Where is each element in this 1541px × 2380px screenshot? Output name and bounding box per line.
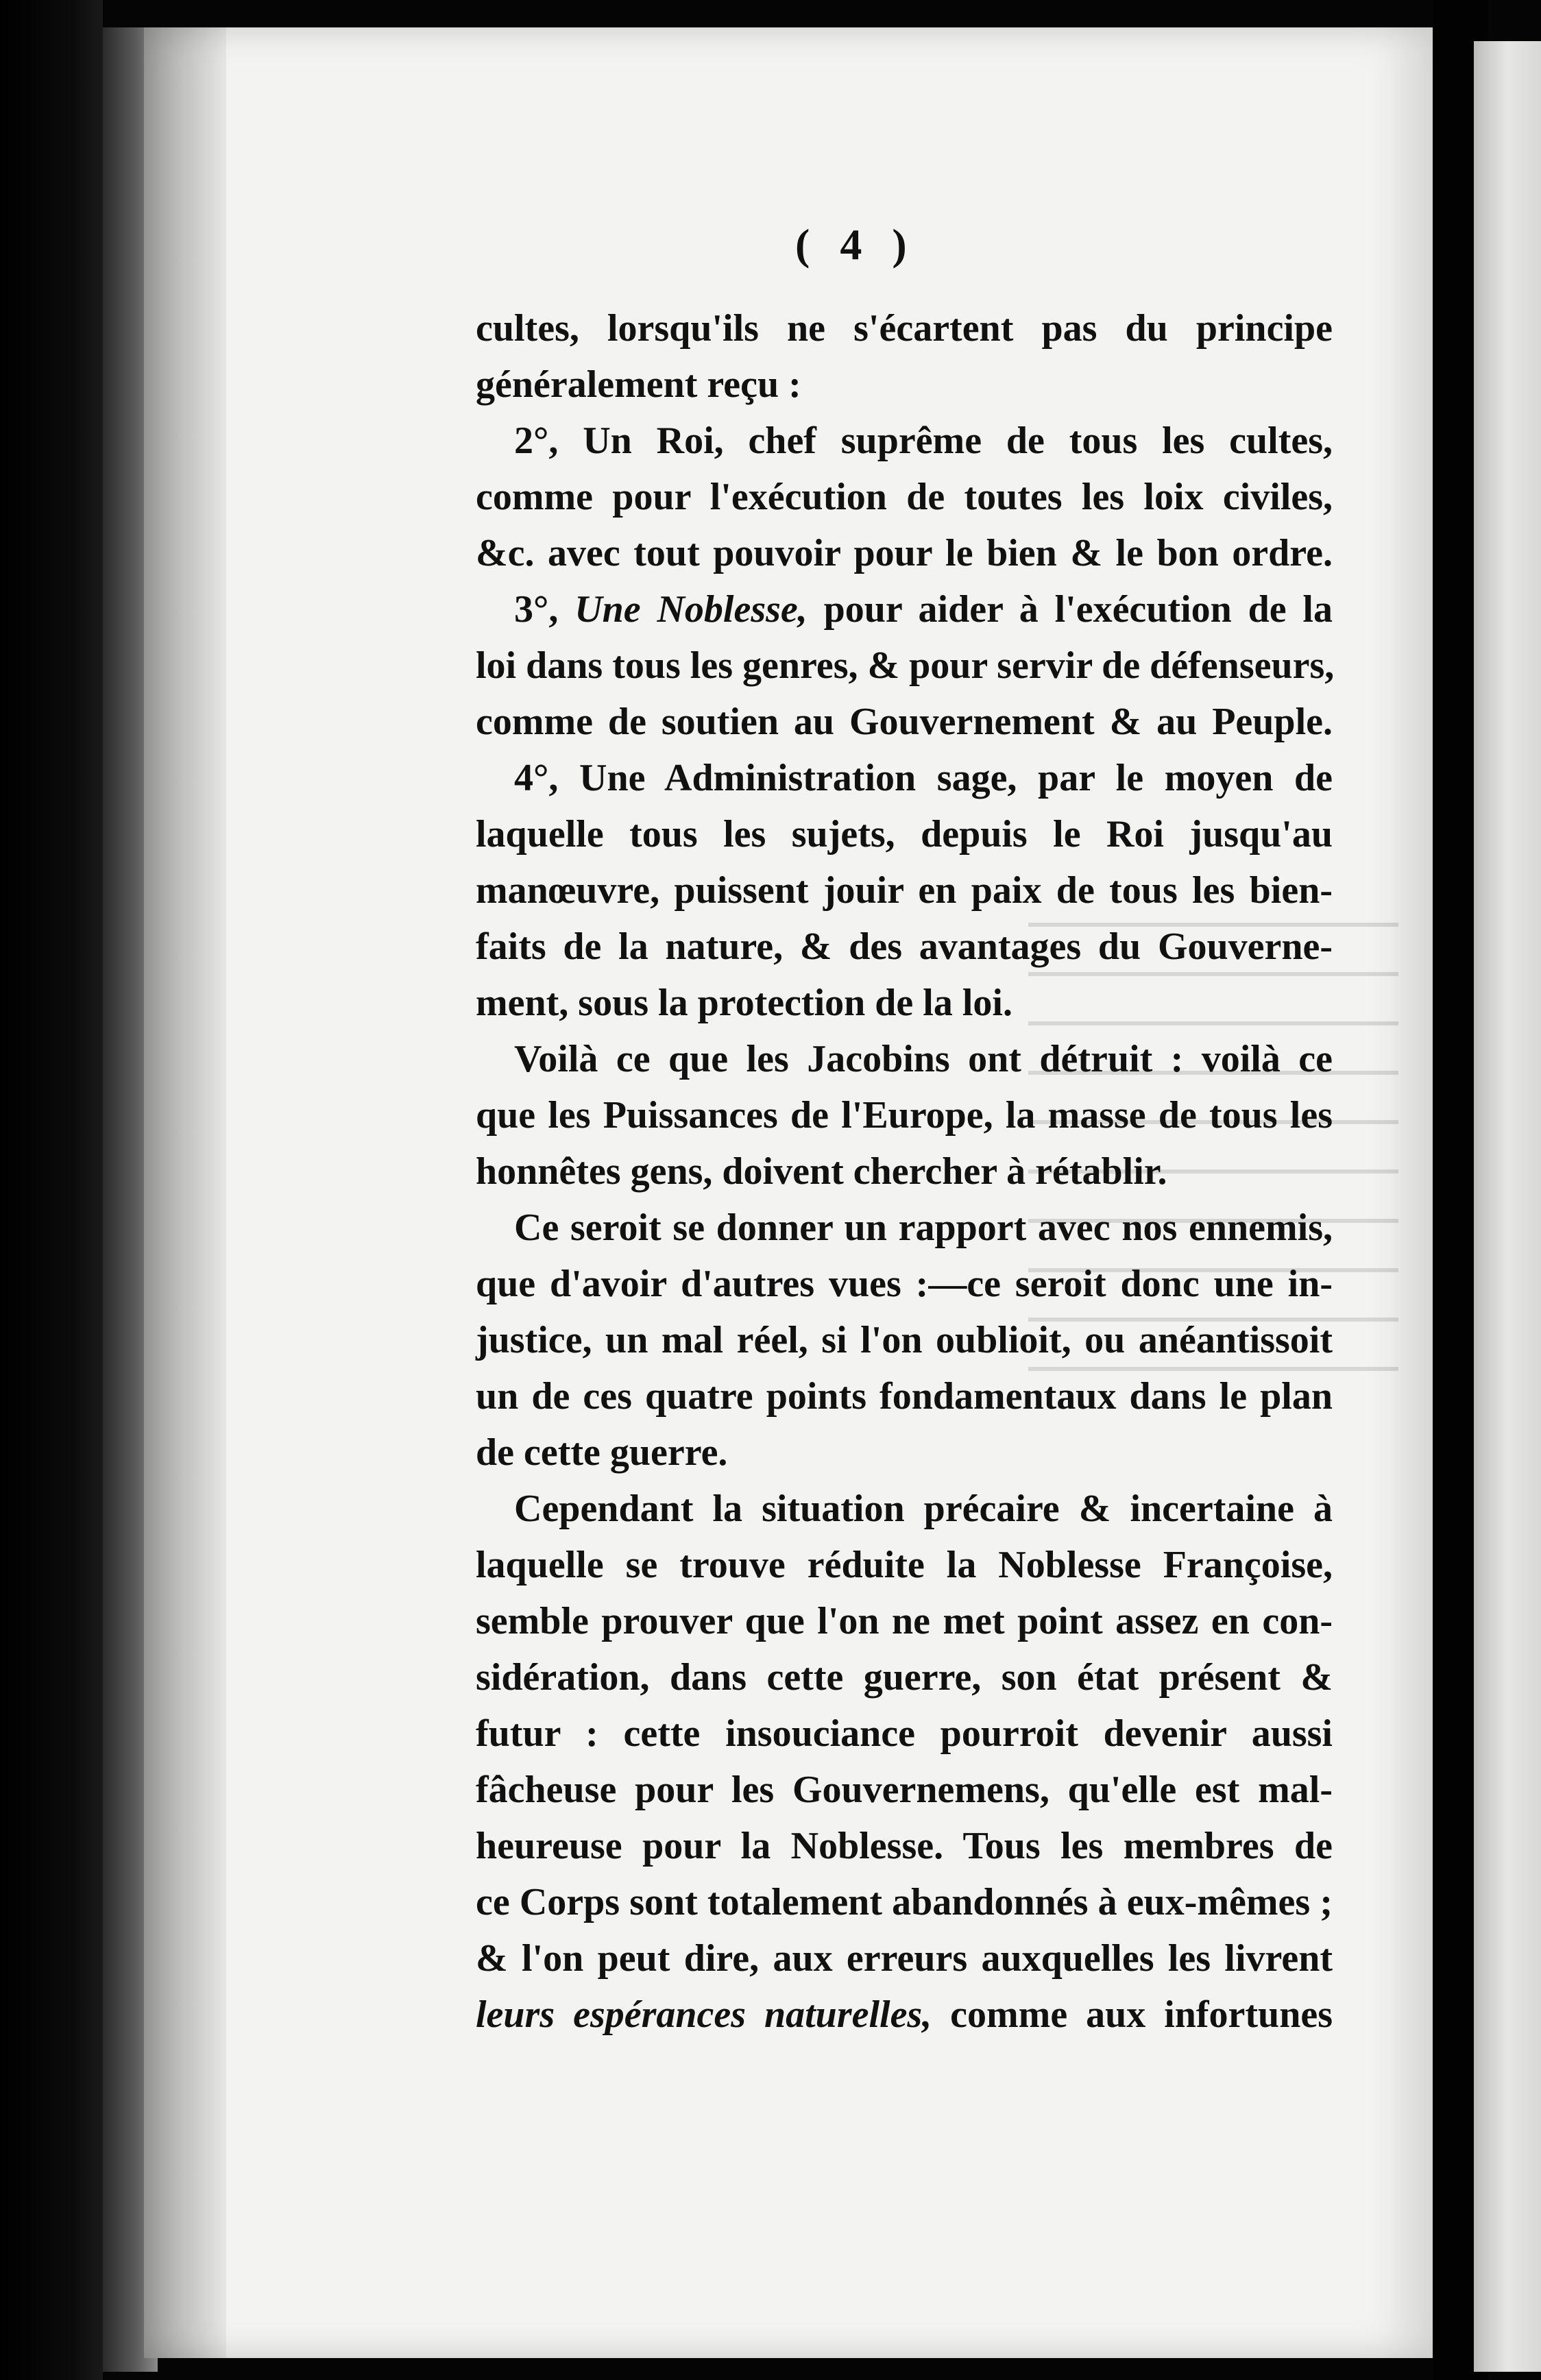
italic-phrase: Une Noblesse,	[574, 588, 808, 631]
text-line: futur : cette insouciance pourroit devenir aussi	[476, 1712, 1333, 1755]
text-line: cultes, lorsqu'ils ne s'écartent pas du principe	[476, 307, 1333, 350]
page-gutter-shadow	[144, 27, 226, 2358]
text-line: Ce seroit se donner un rapport avec nos ennemis,	[514, 1206, 1333, 1249]
text-line: ment, sous la protection de la loi.	[476, 982, 1012, 1024]
text-fragment: pour aider à l'exécution de la	[807, 588, 1333, 631]
text-line: 2°, Un Roi, chef suprême de tous les cultes,	[514, 420, 1333, 462]
text-line: &c. avec tout pouvoir pour le bien & le bon ordre.	[476, 532, 1333, 574]
text-line: fâcheuse pour les Gouvernemens, qu'elle est mal-	[476, 1769, 1333, 1811]
text-line: semble prouver que l'on ne met point assez en con-	[476, 1600, 1333, 1642]
text-line: justice, un mal réel, si l'on oublioit, ou anéantissoit	[476, 1319, 1333, 1361]
page-body-text	[476, 300, 1333, 2043]
text-line: sidération, dans cette guerre, son état présent &	[476, 1656, 1333, 1699]
text-line: & l'on peut dire, aux erreurs auxquelles les livrent	[476, 1937, 1333, 1980]
text-line-italic-mix	[476, 581, 1333, 638]
text-line: faits de la nature, & des avantages du Gouverne-	[476, 925, 1333, 968]
text-line: Voilà ce que les Jacobins ont détruit : voilà ce	[514, 1038, 1333, 1080]
book-edge-left	[0, 0, 103, 2380]
text-line: Cependant la situation précaire & incertaine à	[514, 1487, 1333, 1530]
text-fragment: 3°,	[514, 588, 575, 631]
text-line: honnêtes gens, doivent chercher à rétablir.	[476, 1150, 1167, 1193]
italic-phrase: leurs espérances naturelles,	[476, 1993, 932, 2036]
text-line-italic-mix	[476, 1987, 1333, 2043]
text-line: comme pour l'exécution de toutes les loix civiles,	[476, 476, 1333, 518]
text-line: manœuvre, puissent jouir en paix de tous les bien-	[476, 869, 1333, 912]
text-line: laquelle se trouve réduite la Noblesse Françoise,	[476, 1544, 1333, 1586]
text-line: que d'avoir d'autres vues :—ce seroit donc une in-	[476, 1263, 1333, 1305]
text-fragment: comme aux infortunes	[932, 1993, 1333, 2036]
text-line: ce Corps sont totalement abandonnés à eux-mêmes ;	[476, 1881, 1333, 1923]
text-line: loi dans tous les genres, & pour servir de défenseurs,	[476, 644, 1335, 687]
text-line: un de ces quatre points fondamentaux dans le plan	[476, 1375, 1333, 1418]
text-line: comme de soutien au Gouvernement & au Peuple.	[476, 701, 1333, 743]
text-line: de cette guerre.	[476, 1431, 728, 1474]
page-number: ( 4 )	[795, 220, 917, 269]
text-line: laquelle tous les sujets, depuis le Roi jusqu'au	[476, 813, 1333, 855]
text-line: 4°, Une Administration sage, par le moyen de	[514, 757, 1333, 799]
text-line: heureuse pour la Noblesse. Tous les membres de	[476, 1825, 1333, 1867]
text-line: généralement reçu :	[476, 363, 801, 406]
facing-page-edge	[1474, 41, 1541, 2372]
text-line: que les Puissances de l'Europe, la masse de tous les	[476, 1094, 1333, 1137]
